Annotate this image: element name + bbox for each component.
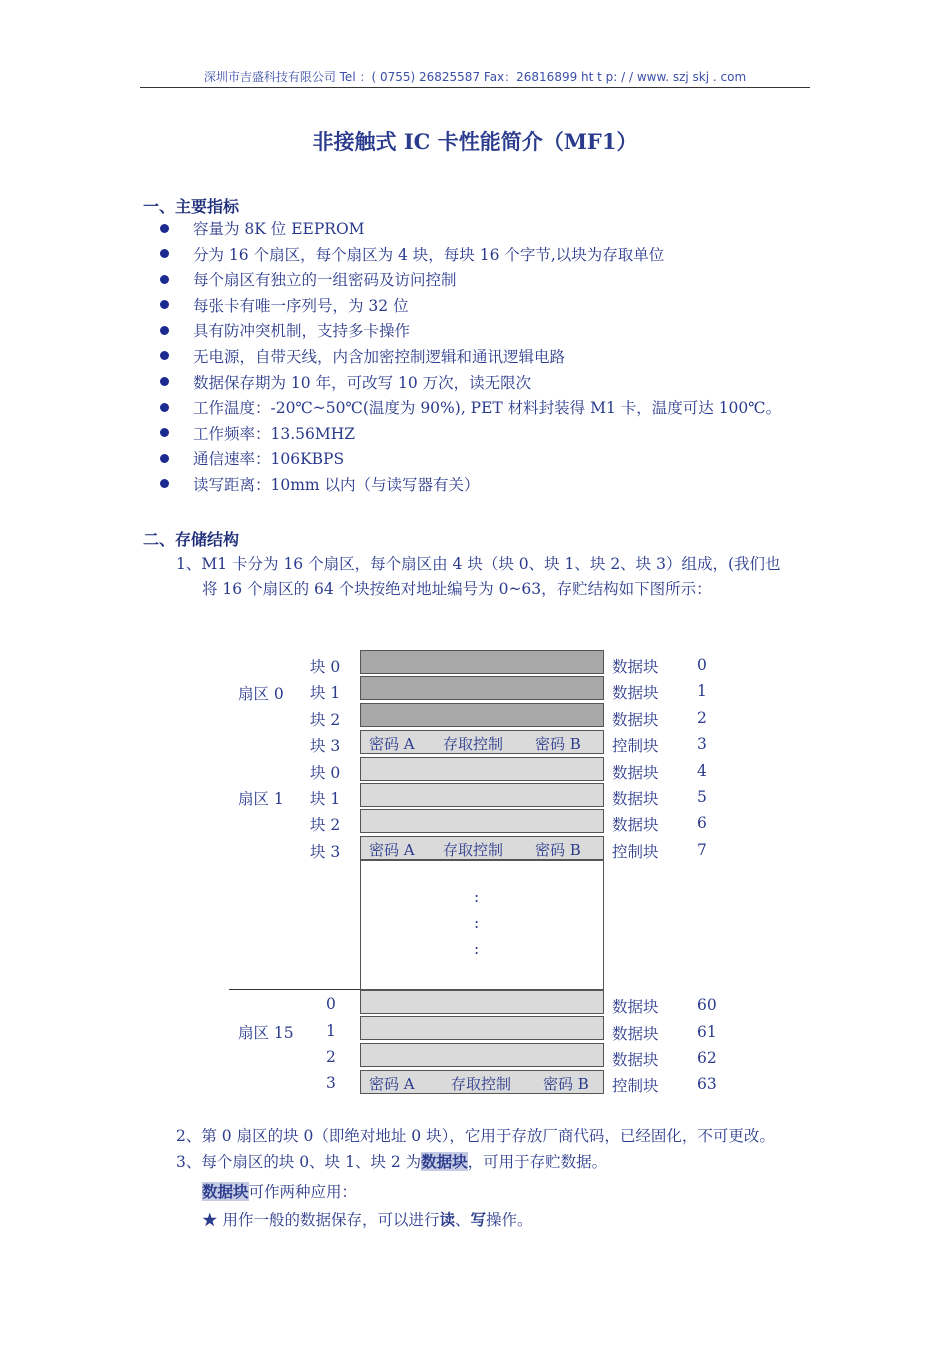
bullet-icon bbox=[160, 403, 169, 412]
ellipsis-mark: : bbox=[474, 940, 480, 958]
block-type-label: 数据块 bbox=[612, 790, 659, 808]
list-item: 通信速率：106KBPS bbox=[160, 447, 781, 473]
ellipsis-mark: : bbox=[474, 888, 480, 906]
block-number: 63 bbox=[697, 1075, 717, 1093]
block-label: 块 3 bbox=[310, 843, 341, 861]
key-b-label: 密码 B bbox=[535, 735, 581, 753]
block-number: 4 bbox=[697, 762, 707, 780]
note-2: 2、第 0 扇区的块 0（即绝对地址 0 块），它用于存放厂商代码，已经固化，不可更改。 bbox=[176, 1127, 775, 1145]
block-cell bbox=[360, 783, 604, 807]
block-cell bbox=[360, 990, 604, 1014]
section-heading-specs: 一、主要指标 bbox=[143, 197, 240, 216]
block-number: 5 bbox=[697, 788, 707, 806]
block-cell bbox=[360, 703, 604, 727]
access-control-label: 存取控制 bbox=[443, 841, 504, 859]
block-number: 6 bbox=[697, 814, 707, 832]
sector-label-1: 扇区 1 bbox=[238, 790, 284, 808]
block-number: 3 bbox=[697, 735, 707, 753]
highlight-data-block: 数据块 bbox=[202, 1182, 249, 1201]
block-type-label: 数据块 bbox=[612, 711, 659, 729]
block-number: 7 bbox=[697, 841, 707, 859]
block-label: 块 2 bbox=[310, 711, 341, 729]
bullet-icon bbox=[160, 224, 169, 233]
block-type-label: 数据块 bbox=[612, 1025, 659, 1043]
note-5: ★ 用作一般的数据保存，可以进行读、写操作。 bbox=[202, 1210, 533, 1229]
block-type-label: 数据块 bbox=[612, 816, 659, 834]
block-number: 60 bbox=[697, 996, 717, 1014]
bullet-icon bbox=[160, 275, 169, 284]
block-label: 块 1 bbox=[310, 790, 341, 808]
block-cell bbox=[360, 1043, 604, 1067]
page-header: 深圳市吉盛科技有限公司 Tel ：( 0755) 26825587 Fax：26816899 ht t p: / / www. szj skj . com bbox=[203, 70, 747, 84]
control-block-cell bbox=[360, 1070, 604, 1094]
storage-paragraph-line2: 将 16 个扇区的 64 个块按绝对地址编号为 0~63，存贮结构如下图所示： bbox=[202, 580, 712, 598]
document-title: 非接触式 IC 卡性能简介（MF1） bbox=[312, 129, 638, 154]
block-number: 61 bbox=[697, 1023, 717, 1041]
control-block-cell bbox=[360, 730, 604, 754]
block-type-label: 数据块 bbox=[612, 1051, 659, 1069]
bullet-icon bbox=[160, 454, 169, 463]
block-label: 1 bbox=[326, 1022, 336, 1040]
block-label: 2 bbox=[326, 1048, 336, 1066]
ellipsis-box bbox=[360, 860, 604, 990]
header-rule bbox=[140, 87, 810, 88]
block-label: 块 1 bbox=[310, 684, 341, 702]
list-item: 容量为 8K 位 EEPROM bbox=[160, 217, 781, 243]
block-cell bbox=[360, 676, 604, 700]
block-label: 块 0 bbox=[310, 764, 341, 782]
block-number: 0 bbox=[697, 656, 707, 674]
access-control-label: 存取控制 bbox=[443, 735, 504, 753]
note-3: 3、每个扇区的块 0、块 1、块 2 为数据块，可用于存贮数据。 bbox=[176, 1152, 608, 1171]
block-cell bbox=[360, 650, 604, 674]
bullet-icon bbox=[160, 377, 169, 386]
key-b-label: 密码 B bbox=[535, 841, 581, 859]
bullet-icon bbox=[160, 249, 169, 258]
bullet-icon bbox=[160, 351, 169, 360]
spec-list bbox=[160, 217, 781, 499]
list-item: 无电源，自带天线，内含加密控制逻辑和通讯逻辑电路 bbox=[160, 345, 781, 371]
block-type-label: 数据块 bbox=[612, 764, 659, 782]
block-cell bbox=[360, 1016, 604, 1040]
storage-paragraph-line1: 1、M1 卡分为 16 个扇区，每个扇区由 4 块（块 0、块 1、块 2、块 3）组成，(我们也 bbox=[176, 555, 781, 573]
sector-divider bbox=[229, 989, 360, 990]
list-item: 具有防冲突机制，支持多卡操作 bbox=[160, 319, 781, 345]
list-item: 每个扇区有独立的一组密码及访问控制 bbox=[160, 268, 781, 294]
key-a-label: 密码 A bbox=[369, 1075, 415, 1093]
block-label: 块 0 bbox=[310, 658, 341, 676]
access-control-label: 存取控制 bbox=[451, 1075, 512, 1093]
bullet-icon bbox=[160, 300, 169, 309]
block-number: 2 bbox=[697, 709, 707, 727]
block-cell bbox=[360, 809, 604, 833]
block-type-label: 控制块 bbox=[612, 843, 659, 861]
list-item: 工作温度：-20℃~50℃(温度为 90%), PET 材料封装得 M1 卡，温度可达 100℃。 bbox=[160, 396, 781, 422]
block-type-label: 数据块 bbox=[612, 998, 659, 1016]
ellipsis-mark: : bbox=[474, 914, 480, 932]
sector-label-0: 扇区 0 bbox=[238, 685, 284, 703]
block-type-label: 控制块 bbox=[612, 1077, 659, 1095]
block-number: 1 bbox=[697, 682, 707, 700]
list-item: 每张卡有唯一序列号，为 32 位 bbox=[160, 294, 781, 320]
block-label: 3 bbox=[326, 1074, 336, 1092]
key-a-label: 密码 A bbox=[369, 841, 415, 859]
key-a-label: 密码 A bbox=[369, 735, 415, 753]
list-item: 分为 16 个扇区，每个扇区为 4 块，每块 16 个字节,以块为存取单位 bbox=[160, 243, 781, 269]
block-label: 块 3 bbox=[310, 737, 341, 755]
block-type-label: 控制块 bbox=[612, 737, 659, 755]
section-heading-storage: 二、存储结构 bbox=[143, 530, 240, 549]
control-block-cell bbox=[360, 836, 604, 860]
block-number: 62 bbox=[697, 1049, 717, 1067]
bullet-icon bbox=[160, 326, 169, 335]
sector-label-15: 扇区 15 bbox=[238, 1024, 294, 1042]
list-item: 工作频率：13.56MHZ bbox=[160, 422, 781, 448]
block-type-label: 数据块 bbox=[612, 684, 659, 702]
bullet-icon bbox=[160, 479, 169, 488]
note-4: 数据块可作两种应用： bbox=[202, 1182, 358, 1201]
block-type-label: 数据块 bbox=[612, 658, 659, 676]
block-label: 块 2 bbox=[310, 816, 341, 834]
list-item: 数据保存期为 10 年，可改写 10 万次，读无限次 bbox=[160, 371, 781, 397]
list-item: 读写距离：10mm 以内（与读写器有关） bbox=[160, 473, 781, 499]
block-cell bbox=[360, 757, 604, 781]
highlight-data-block: 数据块 bbox=[421, 1152, 468, 1171]
star-icon: ★ bbox=[202, 1211, 218, 1229]
bullet-icon bbox=[160, 428, 169, 437]
key-b-label: 密码 B bbox=[543, 1075, 589, 1093]
block-label: 0 bbox=[326, 995, 336, 1013]
